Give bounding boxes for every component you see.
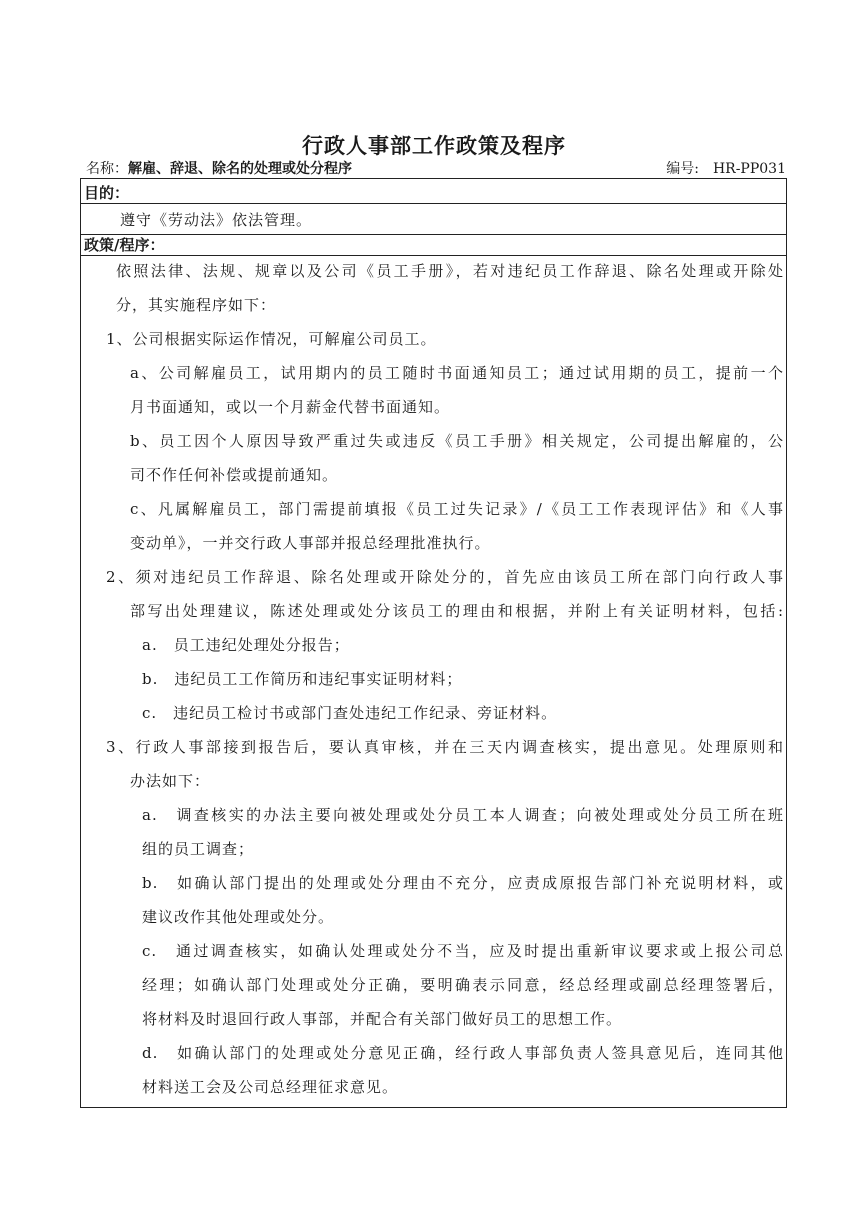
document-meta-row — [86, 159, 786, 179]
policy-line: 3、行政人事部接到报告后，要认真审核，并在三天内调查核实，提出意见。处理原则和 — [106, 738, 784, 756]
policy-line: a. 员工违纪处理处分报告； — [142, 636, 350, 654]
policy-line: 月书面通知，或以一个月薪金代替书面通知。 — [130, 398, 451, 416]
policy-line: a、公司解雇员工，试用期内的员工随时书面通知员工；通过试用期的员工，提前一个 — [130, 364, 784, 382]
policy-line: 2、须对违纪员工作辞退、除名处理或开除处分的，首先应由该员工所在部门向行政人事 — [106, 568, 784, 586]
name-value: 解雇、辞退、除名的处理或处分程序 — [128, 161, 352, 177]
policy-line: 经理；如确认部门处理或处分正确，要明确表示同意，经总经理或副总经理签署后， — [142, 976, 784, 994]
policy-line: 将材料及时退回行政人事部，并配合有关部门做好员工的思想工作。 — [142, 1010, 623, 1028]
purpose-heading-divider — [80, 203, 787, 204]
policy-line: 材料送工会及公司总经理征求意见。 — [142, 1078, 399, 1096]
policy-line: a. 调查核实的办法主要向被处理或处分员工本人调查；向被处理或处分员工所在班 — [142, 806, 784, 824]
policy-heading: 政策/程序： — [84, 236, 165, 254]
code-value: HR-PP031 — [712, 161, 786, 177]
policy-line: c. 通过调查核实，如确认处理或处分不当，应及时提出重新审议要求或上报公司总 — [142, 942, 784, 960]
policy-line: b、员工因个人原因导致严重过失或违反《员工手册》相关规定，公司提出解雇的，公 — [130, 432, 784, 450]
policy-line: 组的员工调查； — [142, 840, 255, 858]
name-field — [86, 159, 352, 179]
code-label: 编号: — [666, 161, 699, 177]
policy-line: b. 如确认部门提出的处理或处分理由不充分，应责成原报告部门补充说明材料，或 — [142, 874, 784, 892]
policy-heading-divider — [80, 255, 787, 256]
policy-line: 分，其实施程序如下： — [116, 296, 277, 314]
policy-line: b. 违纪员工工作简历和违纪事实证明材料； — [142, 670, 463, 688]
purpose-section-divider — [80, 234, 787, 235]
document-title: 行政人事部工作政策及程序 — [302, 133, 566, 158]
name-label: 名称： — [86, 161, 128, 177]
policy-line: 部写出处理建议，陈述处理或处分该员工的理由和根据，并附上有关证明材料，包括: — [130, 602, 784, 620]
purpose-heading: 目的： — [84, 184, 130, 202]
policy-line: c. 违纪员工检讨书或部门查处违纪工作纪录、旁证材料。 — [142, 704, 558, 722]
code-field — [666, 159, 786, 179]
policy-line: 办法如下： — [130, 772, 211, 790]
policy-line: d. 如确认部门的处理或处分意见正确，经行政人事部负责人签具意见后，连同其他 — [142, 1044, 784, 1062]
purpose-text: 遵守《劳动法》依法管理。 — [120, 211, 313, 229]
policy-line: 建议改作其他处理或处分。 — [142, 908, 335, 926]
policy-line: 1、公司根据实际运作情况，可解雇公司员工。 — [106, 330, 437, 348]
policy-line: 司不作任何补偿或提前通知。 — [130, 466, 339, 484]
policy-line: c、凡属解雇员工，部门需提前填报《员工过失记录》/《员工工作表现评估》和《人事 — [130, 500, 784, 518]
policy-line: 依照法律、法规、规章以及公司《员工手册》，若对违纪员工作辞退、除名处理或开除处 — [116, 262, 784, 280]
policy-line: 变动单》，一并交行政人事部并报总经理批准执行。 — [130, 534, 491, 552]
